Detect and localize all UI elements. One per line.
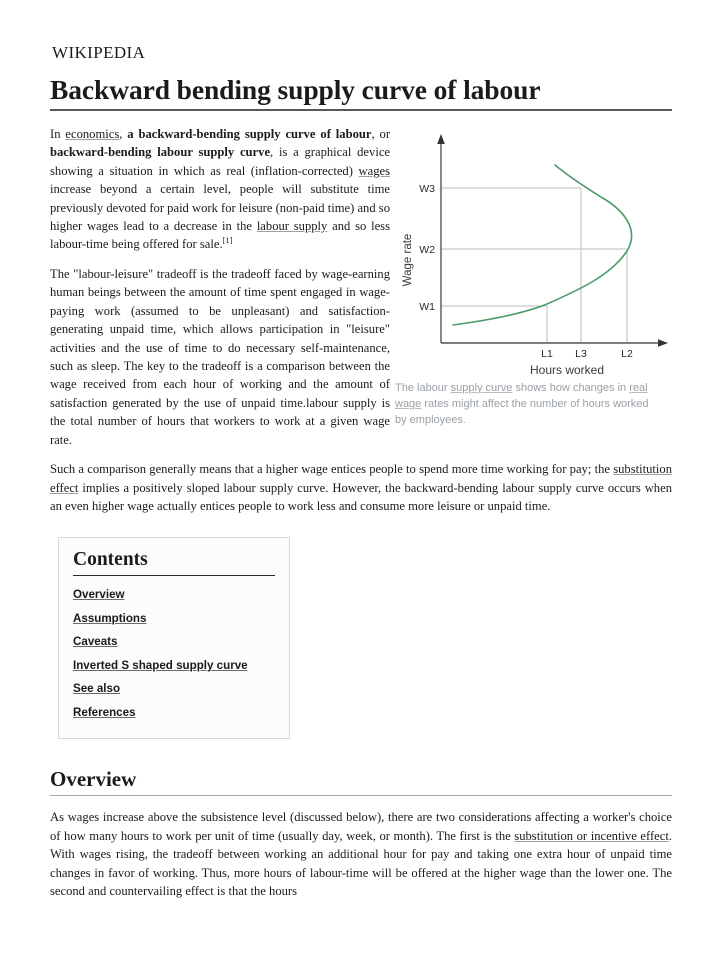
toc-item-label: References [73, 705, 136, 719]
link-wages[interactable]: wages [358, 163, 390, 178]
lead-p3-part2: implies a positively sloped labour supply curve. However, the backward-bending labour supply curve occurs when an even higher wage actually entices people to work less and consume more leisure or unpaid time. [50, 480, 672, 514]
caption-part1: The labour [395, 381, 451, 394]
lead-paragraph-3 [50, 460, 672, 515]
overview-paragraph-1 [50, 808, 672, 900]
lead-p1-part3: , or [371, 126, 391, 141]
link-economics[interactable]: economics [65, 126, 120, 141]
toc-item-see-also[interactable] [73, 678, 275, 702]
lead-paragraph-1 [50, 125, 390, 254]
lead-section [50, 125, 672, 449]
figure-labour-supply-curve [395, 125, 677, 429]
y-axis-arrow [437, 134, 445, 144]
figure-caption [395, 381, 663, 429]
section-heading-overview: Overview [50, 767, 137, 792]
ytick-w1: W1 [419, 300, 435, 313]
lead-p1-part5: increase beyond a certain level, people will substitute time previously devoted for paid work for leisure (non-paid time) and so higher wages lead to a decrease in the [50, 182, 390, 233]
link-real-wage[interactable]: real wage [395, 381, 648, 410]
section-overview [50, 767, 672, 900]
reference-marker-1[interactable]: [1] [222, 236, 233, 246]
toc-item-label: See also [73, 682, 121, 696]
toc-item-overview[interactable] [73, 584, 275, 608]
chart-backward-bending-supply-curve [395, 125, 677, 377]
chart-svg [395, 125, 677, 377]
section-divider [50, 795, 672, 796]
lead-p1-part6: and so less labour-time being offered for sale. [50, 218, 390, 252]
xtick-l2: L2 [621, 347, 633, 360]
toc-item-assumptions[interactable] [73, 607, 275, 631]
lead-p1-part1: In [50, 126, 66, 141]
x-axis-arrow [658, 339, 668, 347]
toc-item-label: Overview [73, 587, 125, 601]
lead-p1-part4: , is a graphical device showing a situation in which as real (inflation-corrected) [50, 145, 390, 178]
toc-item-references[interactable] [73, 702, 275, 726]
toc-item-inverted-s-shaped-supply-curve[interactable] [73, 654, 275, 678]
wikipedia-wordmark: WIKIPEDIA [52, 43, 146, 62]
lead-text-column [50, 125, 390, 449]
title-divider [50, 109, 672, 111]
link-substitution-effect[interactable]: substitution effect [50, 462, 672, 495]
overview-p1-part1: As wages increase above the subsistence level (discussed below), there are two considerations affecting a worker's choice of how many hours to work per unit of time (usually day, week, or month). The first is the [50, 810, 672, 843]
overview-p1-part2: . With wages rising, the tradeoff between working an additional hour for pay and taking one extra hour of unpaid time changes in favor of working. Thus, more hours of labour-time will be offered at the higher wage than the lower one. The second and countervailing effect is that the hours [50, 828, 672, 898]
chart-ylabel: Wage rate [402, 233, 414, 287]
lead-p1-bold-2: backward-bending labour supply curve [50, 145, 271, 160]
toc-divider [73, 575, 275, 576]
link-substitution-or-incentive-effect[interactable]: substitution or incentive effect [514, 828, 669, 843]
caption-part2: shows how changes in [512, 381, 630, 394]
toc-item-label: Caveats [73, 635, 118, 649]
lead-p1-part2: , [119, 126, 128, 141]
lead-p1-bold-1: a backward-bending supply curve of labour [127, 126, 372, 141]
toc-item-label: Assumptions [73, 611, 147, 625]
toc-item-caveats[interactable] [73, 631, 275, 655]
toc-item-label: Inverted S shaped supply curve [73, 658, 248, 672]
page-title: Backward bending supply curve of labour [50, 74, 541, 105]
toc-heading: Contents [73, 548, 148, 570]
lead-p3-part1: Such a comparison generally means that a higher wage entices people to spend more time working for pay; the [50, 462, 614, 477]
table-of-contents [58, 537, 290, 740]
caption-part3: rates might affect the number of hours worked by employees. [395, 397, 649, 426]
link-labour-supply[interactable]: labour supply [256, 218, 328, 233]
ytick-w3: W3 [419, 182, 435, 195]
ytick-w2: W2 [419, 243, 435, 256]
supply-curve-path [453, 165, 632, 325]
lead-paragraph-2: The "labour-leisure" tradeoff is the tradeoff faced by wage-earning human beings between the amount of time spent engaged in wage-paying work (assumed to be unpleasant) and satisfaction-generating unpaid time, which allows participation in "leisure" activities and the use of time to do necessary self-maintenance, such as sleep. The key to the tradeoff is a comparison between the wage received from each hour of working and the amount of satisfaction generated by the use of unpaid time.labour supply is the total number of hours that workers to work at a given wage rate. [50, 266, 390, 447]
xtick-l1: L1 [541, 347, 553, 360]
link-supply-curve[interactable]: supply curve [450, 381, 513, 394]
chart-xlabel: Hours worked [529, 362, 605, 377]
xtick-l3: L3 [575, 347, 587, 360]
